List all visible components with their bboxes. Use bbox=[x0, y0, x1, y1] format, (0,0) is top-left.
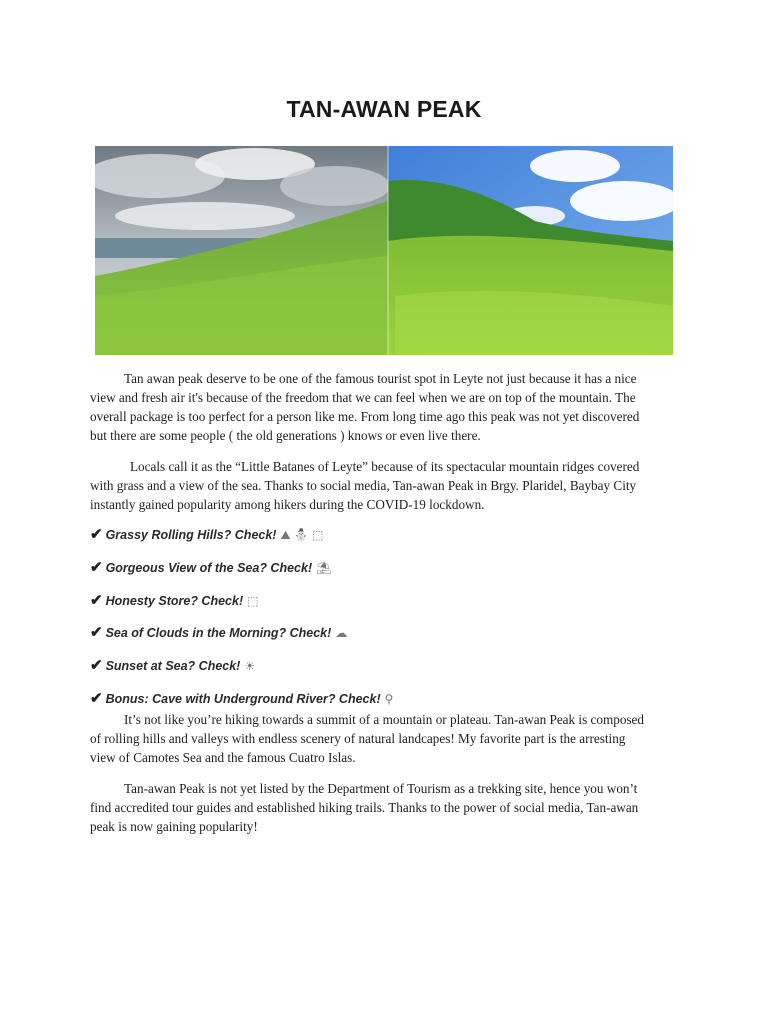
checkmark-icon: ✔ bbox=[90, 592, 103, 609]
paragraph-line: of rolling hills and valleys with endless scenery of natural landcapes! My favorite part is the arresting bbox=[90, 731, 626, 746]
paragraph-line: peak is now gaining popularity! bbox=[90, 819, 258, 834]
checklist-item bbox=[90, 689, 670, 709]
paragraph-line: with grass and a view of the sea. Thanks to social media, Tan-awan Peak in Brgy. Plaridel, Baybay City bbox=[90, 478, 637, 493]
paragraph-line: overall package is too perfect for a person like me. From long time ago this peak was not yet discovered bbox=[90, 409, 640, 424]
mountain-icon: ⛰ ⛄ ⬚ bbox=[280, 528, 324, 542]
sunset-icon: ☀ bbox=[244, 659, 256, 673]
paragraph-locals bbox=[90, 457, 670, 514]
paragraph-line: view and fresh air it's because of the freedom that we can feel when we are on top of the mountain. The bbox=[90, 390, 636, 405]
checkmark-icon: ✔ bbox=[90, 559, 103, 576]
paragraph-line: Tan awan peak deserve to be one of the famous tourist spot in Leyte not just because it has a nice bbox=[124, 371, 637, 386]
checkmark-icon: ✔ bbox=[90, 690, 103, 707]
paragraph-line: view of Camotes Sea and the famous Cuatro Islas. bbox=[90, 750, 356, 765]
checklist-item bbox=[90, 591, 670, 611]
checklist-item bbox=[90, 525, 670, 545]
paragraph-line: find accredited tour guides and established hiking trails. Thanks to the power of social media, Tan-awan bbox=[90, 800, 639, 815]
paragraph-intro bbox=[90, 369, 670, 445]
checklist-item bbox=[90, 558, 670, 578]
landscape-illustration bbox=[95, 146, 673, 355]
paragraph-line: but there are some people ( the old generations ) knows or even live there. bbox=[90, 428, 481, 443]
checkmark-icon: ✔ bbox=[90, 657, 103, 674]
cloud-icon: ☁ bbox=[335, 626, 348, 640]
checklist-text: Grassy Rolling Hills? Check! bbox=[105, 528, 277, 542]
checklist-item bbox=[90, 623, 670, 643]
paragraph-hiking bbox=[90, 710, 670, 767]
cave-icon: ⚲ bbox=[384, 692, 394, 706]
paragraph-tourism bbox=[90, 779, 670, 836]
paragraph-line: It’s not like you’re hiking towards a summit of a mountain or plateau. Tan-awan Peak is composed bbox=[124, 712, 644, 727]
store-icon: ⬚ bbox=[247, 594, 259, 608]
beach-icon: ⛱ bbox=[316, 561, 332, 575]
page-title: TAN-AWAN PEAK bbox=[286, 96, 482, 122]
checklist-text: Sea of Clouds in the Morning? Check! bbox=[105, 626, 332, 640]
checklist-text: Bonus: Cave with Underground River? Check! bbox=[105, 692, 381, 706]
checklist-text: Sunset at Sea? Check! bbox=[105, 659, 241, 673]
checkmark-icon: ✔ bbox=[90, 624, 103, 641]
checklist-text: Gorgeous View of the Sea? Check! bbox=[105, 561, 313, 575]
paragraph-line: instantly gained popularity among hikers during the COVID-19 lockdown. bbox=[90, 497, 485, 512]
paragraph-line: Tan-awan Peak is not yet listed by the Department of Tourism as a trekking site, hence you won’t bbox=[124, 781, 638, 796]
landscape-photo bbox=[95, 146, 673, 355]
checklist-text: Honesty Store? Check! bbox=[105, 594, 244, 608]
checklist-item bbox=[90, 656, 670, 676]
checkmark-icon: ✔ bbox=[90, 526, 103, 543]
paragraph-line: Locals call it as the “Little Batanes of Leyte” because of its spectacular mountain ridges covered bbox=[130, 459, 640, 474]
